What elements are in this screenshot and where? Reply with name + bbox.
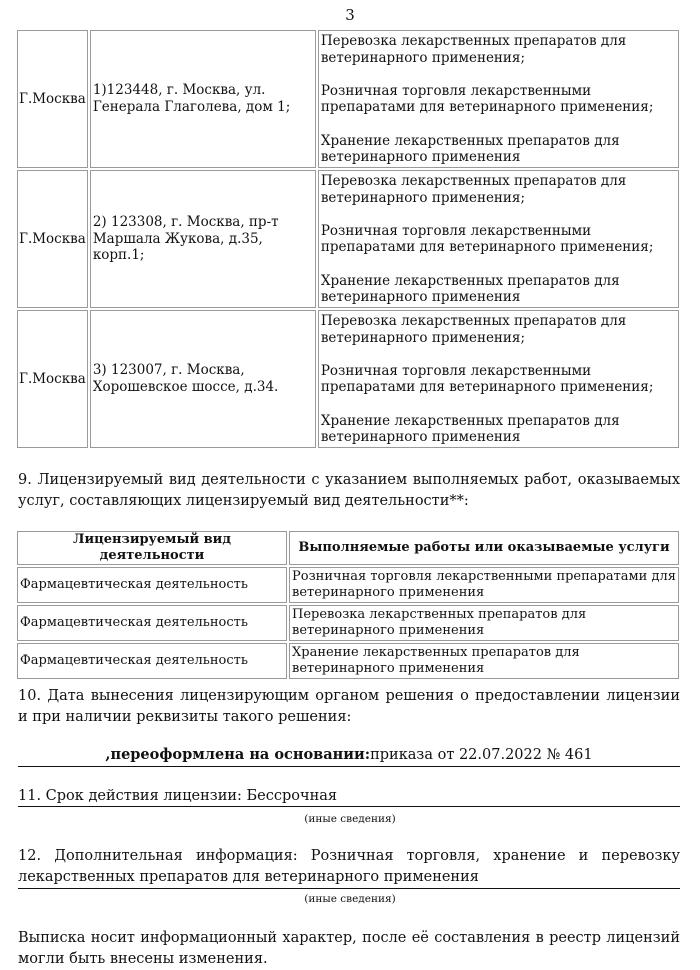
page-number: 3 <box>345 6 355 24</box>
table-row <box>17 30 679 168</box>
activity-service: Розничная торговля лекарственными препаратами для ветеринарного применения <box>289 567 679 603</box>
activity-item: Розничная торговля лекарственными препаратами для ветеринарного применения; <box>320 362 654 396</box>
table-row <box>17 605 679 641</box>
activity-service: Перевозка лекарственных препаратов для ветеринарного применения <box>289 605 679 641</box>
decision-field <box>18 745 680 767</box>
location-city: Г.Москва <box>17 30 88 168</box>
table-header-row <box>17 531 679 565</box>
column-header-services: Выполняемые работы или оказываемые услуги <box>289 531 679 565</box>
additional-info-field: 12. Дополнительная информация: Розничная торговля, хранение и перевозку лекарственных препаратов для ветеринарного применения <box>18 846 680 889</box>
location-address: 3) 123007, г. Москва, Хорошевское шоссе, д.34. <box>90 310 316 448</box>
column-header-kind: Лицензируемый вид деятельности <box>17 531 287 565</box>
location-address: 2) 123308, г. Москва, пр-т Маршала Жукова, д.35, корп.1; <box>90 170 316 308</box>
activity-table <box>15 529 681 681</box>
activity-item: Розничная торговля лекарственными препаратами для ветеринарного применения; <box>320 82 654 116</box>
activity-item: Перевозка лекарственных препаратов для ветеринарного применения; <box>320 313 627 346</box>
field-caption: (иные сведения) <box>304 893 396 905</box>
table-row <box>17 643 679 679</box>
location-address: 1)123448, г. Москва, ул. Генерала Глаголева, дом 1; <box>90 30 316 168</box>
activity-item: Хранение лекарственных препаратов для ветеринарного применения <box>320 132 620 166</box>
table-row <box>17 567 679 603</box>
activity-item: Перевозка лекарственных препаратов для ветеринарного применения; <box>320 173 627 206</box>
location-city: Г.Москва <box>17 310 88 448</box>
location-activities <box>318 170 679 308</box>
activity-service: Хранение лекарственных препаратов для ветеринарного применения <box>289 643 679 679</box>
activity-item: Перевозка лекарственных препаратов для ветеринарного применения; <box>320 33 627 66</box>
activity-kind: Фармацевтическая деятельность <box>17 643 287 679</box>
decision-bold-part: ,переоформлена на основании: <box>105 746 371 763</box>
activity-item: Хранение лекарственных препаратов для ветеринарного применения <box>320 412 620 446</box>
section-9-text: 9. Лицензируемый вид деятельности с указанием выполняемых работ, оказываемых услуг, составляющих лицензируемый вид деятельности**: <box>18 472 680 509</box>
table-row <box>17 170 679 308</box>
license-term-field: 11. Срок действия лицензии: Бессрочная <box>18 786 680 807</box>
locations-table <box>15 28 681 450</box>
location-city: Г.Москва <box>17 170 88 308</box>
activity-kind: Фармацевтическая деятельность <box>17 567 287 603</box>
activity-kind: Фармацевтическая деятельность <box>17 605 287 641</box>
section-10-text: 10. Дата вынесения лицензирующим органом решения о предоставлении лицензии и при наличии реквизиты такого решения: <box>18 688 680 725</box>
location-activities <box>318 310 679 448</box>
disclaimer-text: Выписка носит информационный характер, после её составления в реестр лицензий могли быть внесены изменения. <box>18 930 680 967</box>
decision-normal-part: приказа от 22.07.2022 № 461 <box>370 747 593 763</box>
field-caption: (иные сведения) <box>304 813 396 825</box>
activity-item: Розничная торговля лекарственными препаратами для ветеринарного применения; <box>320 222 654 256</box>
location-activities <box>318 30 679 168</box>
table-row <box>17 310 679 448</box>
activity-item: Хранение лекарственных препаратов для ветеринарного применения <box>320 272 620 306</box>
